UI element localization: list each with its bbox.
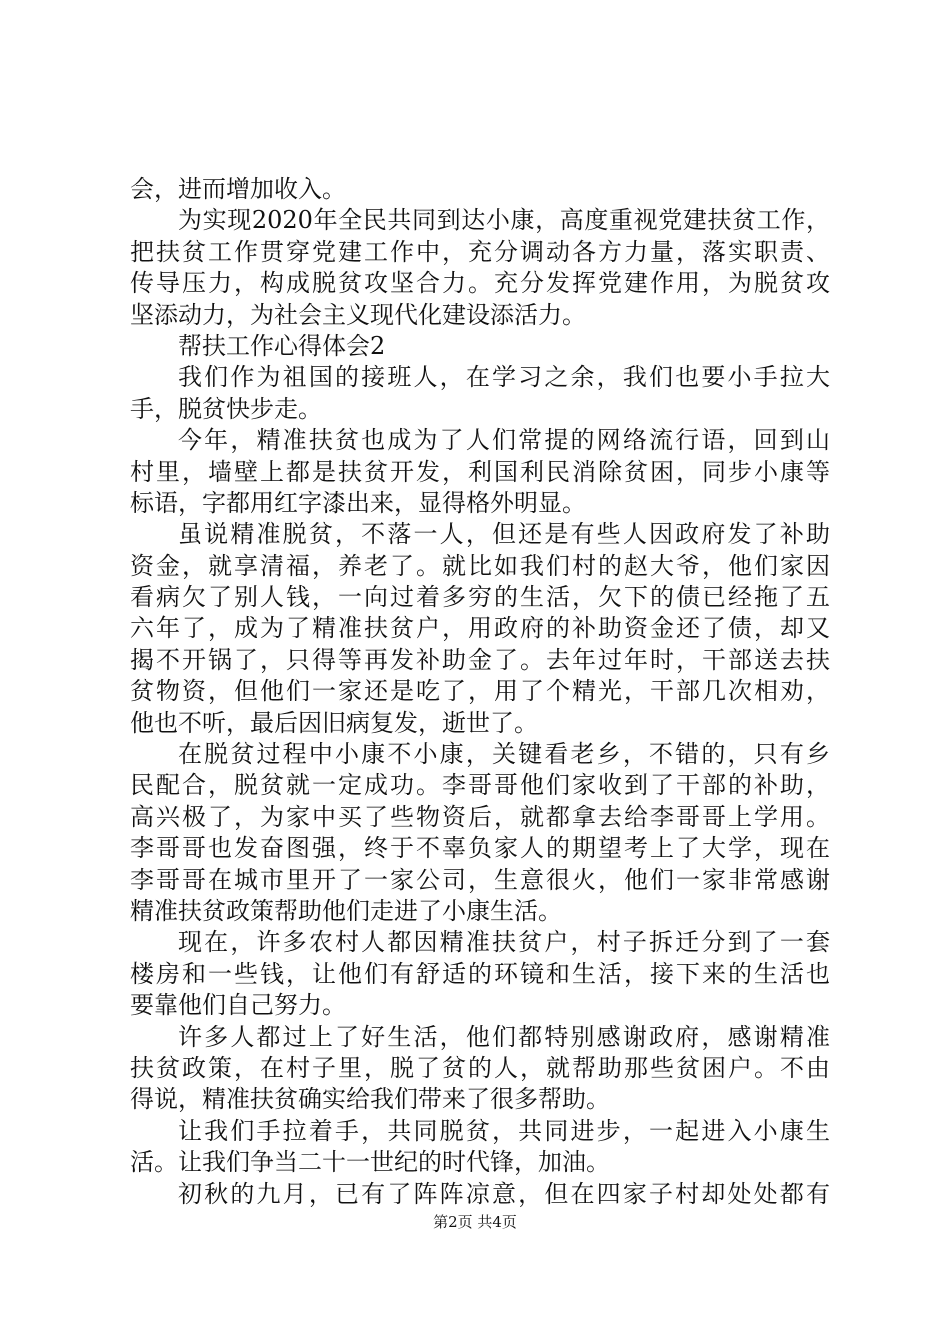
text-line: 虽说精准脱贫，不落一人，但还是有些人因政府发了补助 xyxy=(178,520,830,549)
text-line: 我们作为祖国的接班人，在学习之余，我们也要小手拉大 xyxy=(178,363,830,392)
text-line: 六年了，成为了精准扶贫户，用政府的补助资金还了债，却又 xyxy=(130,614,830,643)
text-line: 李哥哥也发奋图强，终于不辜负家人的期望考上了大学，现在 xyxy=(130,834,830,863)
text-line: 初秋的九月，已有了阵阵凉意，但在四家子村却处处都有 xyxy=(178,1179,830,1208)
text-line: 会，进而增加收入。 xyxy=(130,175,346,203)
text-line: 高兴极了，为家中买了些物资后，就都拿去给李哥哥上学用。 xyxy=(130,802,830,831)
text-line: 坚添动力，为社会主义现代化建设添活力。 xyxy=(130,300,586,329)
text-line: 民配合，脱贫就一定成功。李哥哥他们家收到了干部的补助， xyxy=(130,771,830,800)
text-line: 让我们手拉着手，共同脱贫，共同进步，一起进入小康生 xyxy=(178,1116,830,1145)
text-line: 看病欠了别人钱，一向过着多穷的生活，欠下的债已经拖了五 xyxy=(130,583,830,612)
text-line: 楼房和一些钱，让他们有舒适的环镜和生活，接下来的生活也 xyxy=(130,959,830,988)
text-line: 得说，精准扶贫确实给我们带来了很多帮助。 xyxy=(130,1085,610,1114)
text-line: 李哥哥在城市里开了一家公司，生意很火，他们一家非常感谢 xyxy=(130,865,830,894)
text-line: 帮扶工作心得体会2 xyxy=(178,331,386,360)
text-line: 资金，就享清福，养老了。就比如我们村的赵大爷，他们家因 xyxy=(130,551,830,580)
text-line: 他也不听，最后因旧病复发，逝世了。 xyxy=(130,708,538,737)
text-line: 揭不开锅了，只得等再发补助金了。去年过年时，干部送去扶 xyxy=(130,645,830,674)
text-line: 为实现2020年全民共同到达小康，高度重视党建扶贫工作， xyxy=(178,206,830,235)
text-line: 扶贫政策，在村子里，脱了贫的人，就帮助那些贫困户。不由 xyxy=(130,1053,830,1082)
text-line: 村里，墙壁上都是扶贫开发，利国利民消除贫困，同步小康等 xyxy=(130,457,830,486)
text-line: 现在，许多农村人都因精准扶贫户，村子拆迁分到了一套 xyxy=(178,928,830,957)
text-line: 传导压力，构成脱贫攻坚合力。充分发挥党建作用，为脱贫攻 xyxy=(130,269,830,298)
text-line: 活。让我们争当二十一世纪的时代锋，加油。 xyxy=(130,1148,610,1177)
text-line: 许多人都过上了好生活，他们都特别感谢政府，感谢精准 xyxy=(178,1022,830,1051)
page-footer: 第2页 共4页 xyxy=(433,1213,517,1231)
text-line: 标语，字都用红字漆出来，显得格外明显。 xyxy=(130,488,586,517)
text-line: 手，脱贫快步走。 xyxy=(130,394,322,423)
document-body xyxy=(130,174,830,1210)
text-line: 要靠他们自己努力。 xyxy=(130,991,346,1020)
text-line: 贫物资，但他们一家还是吃了，用了个精光，干部几次相劝， xyxy=(130,677,830,706)
text-line: 在脱贫过程中小康不小康，关键看老乡，不错的，只有乡 xyxy=(178,740,830,769)
text-line: 把扶贫工作贯穿党建工作中，充分调动各方力量，落实职责、 xyxy=(130,237,830,266)
text-line: 今年，精准扶贫也成为了人们常提的网络流行语，回到山 xyxy=(178,426,830,455)
text-line: 精准扶贫政策帮助他们走进了小康生活。 xyxy=(130,896,562,925)
